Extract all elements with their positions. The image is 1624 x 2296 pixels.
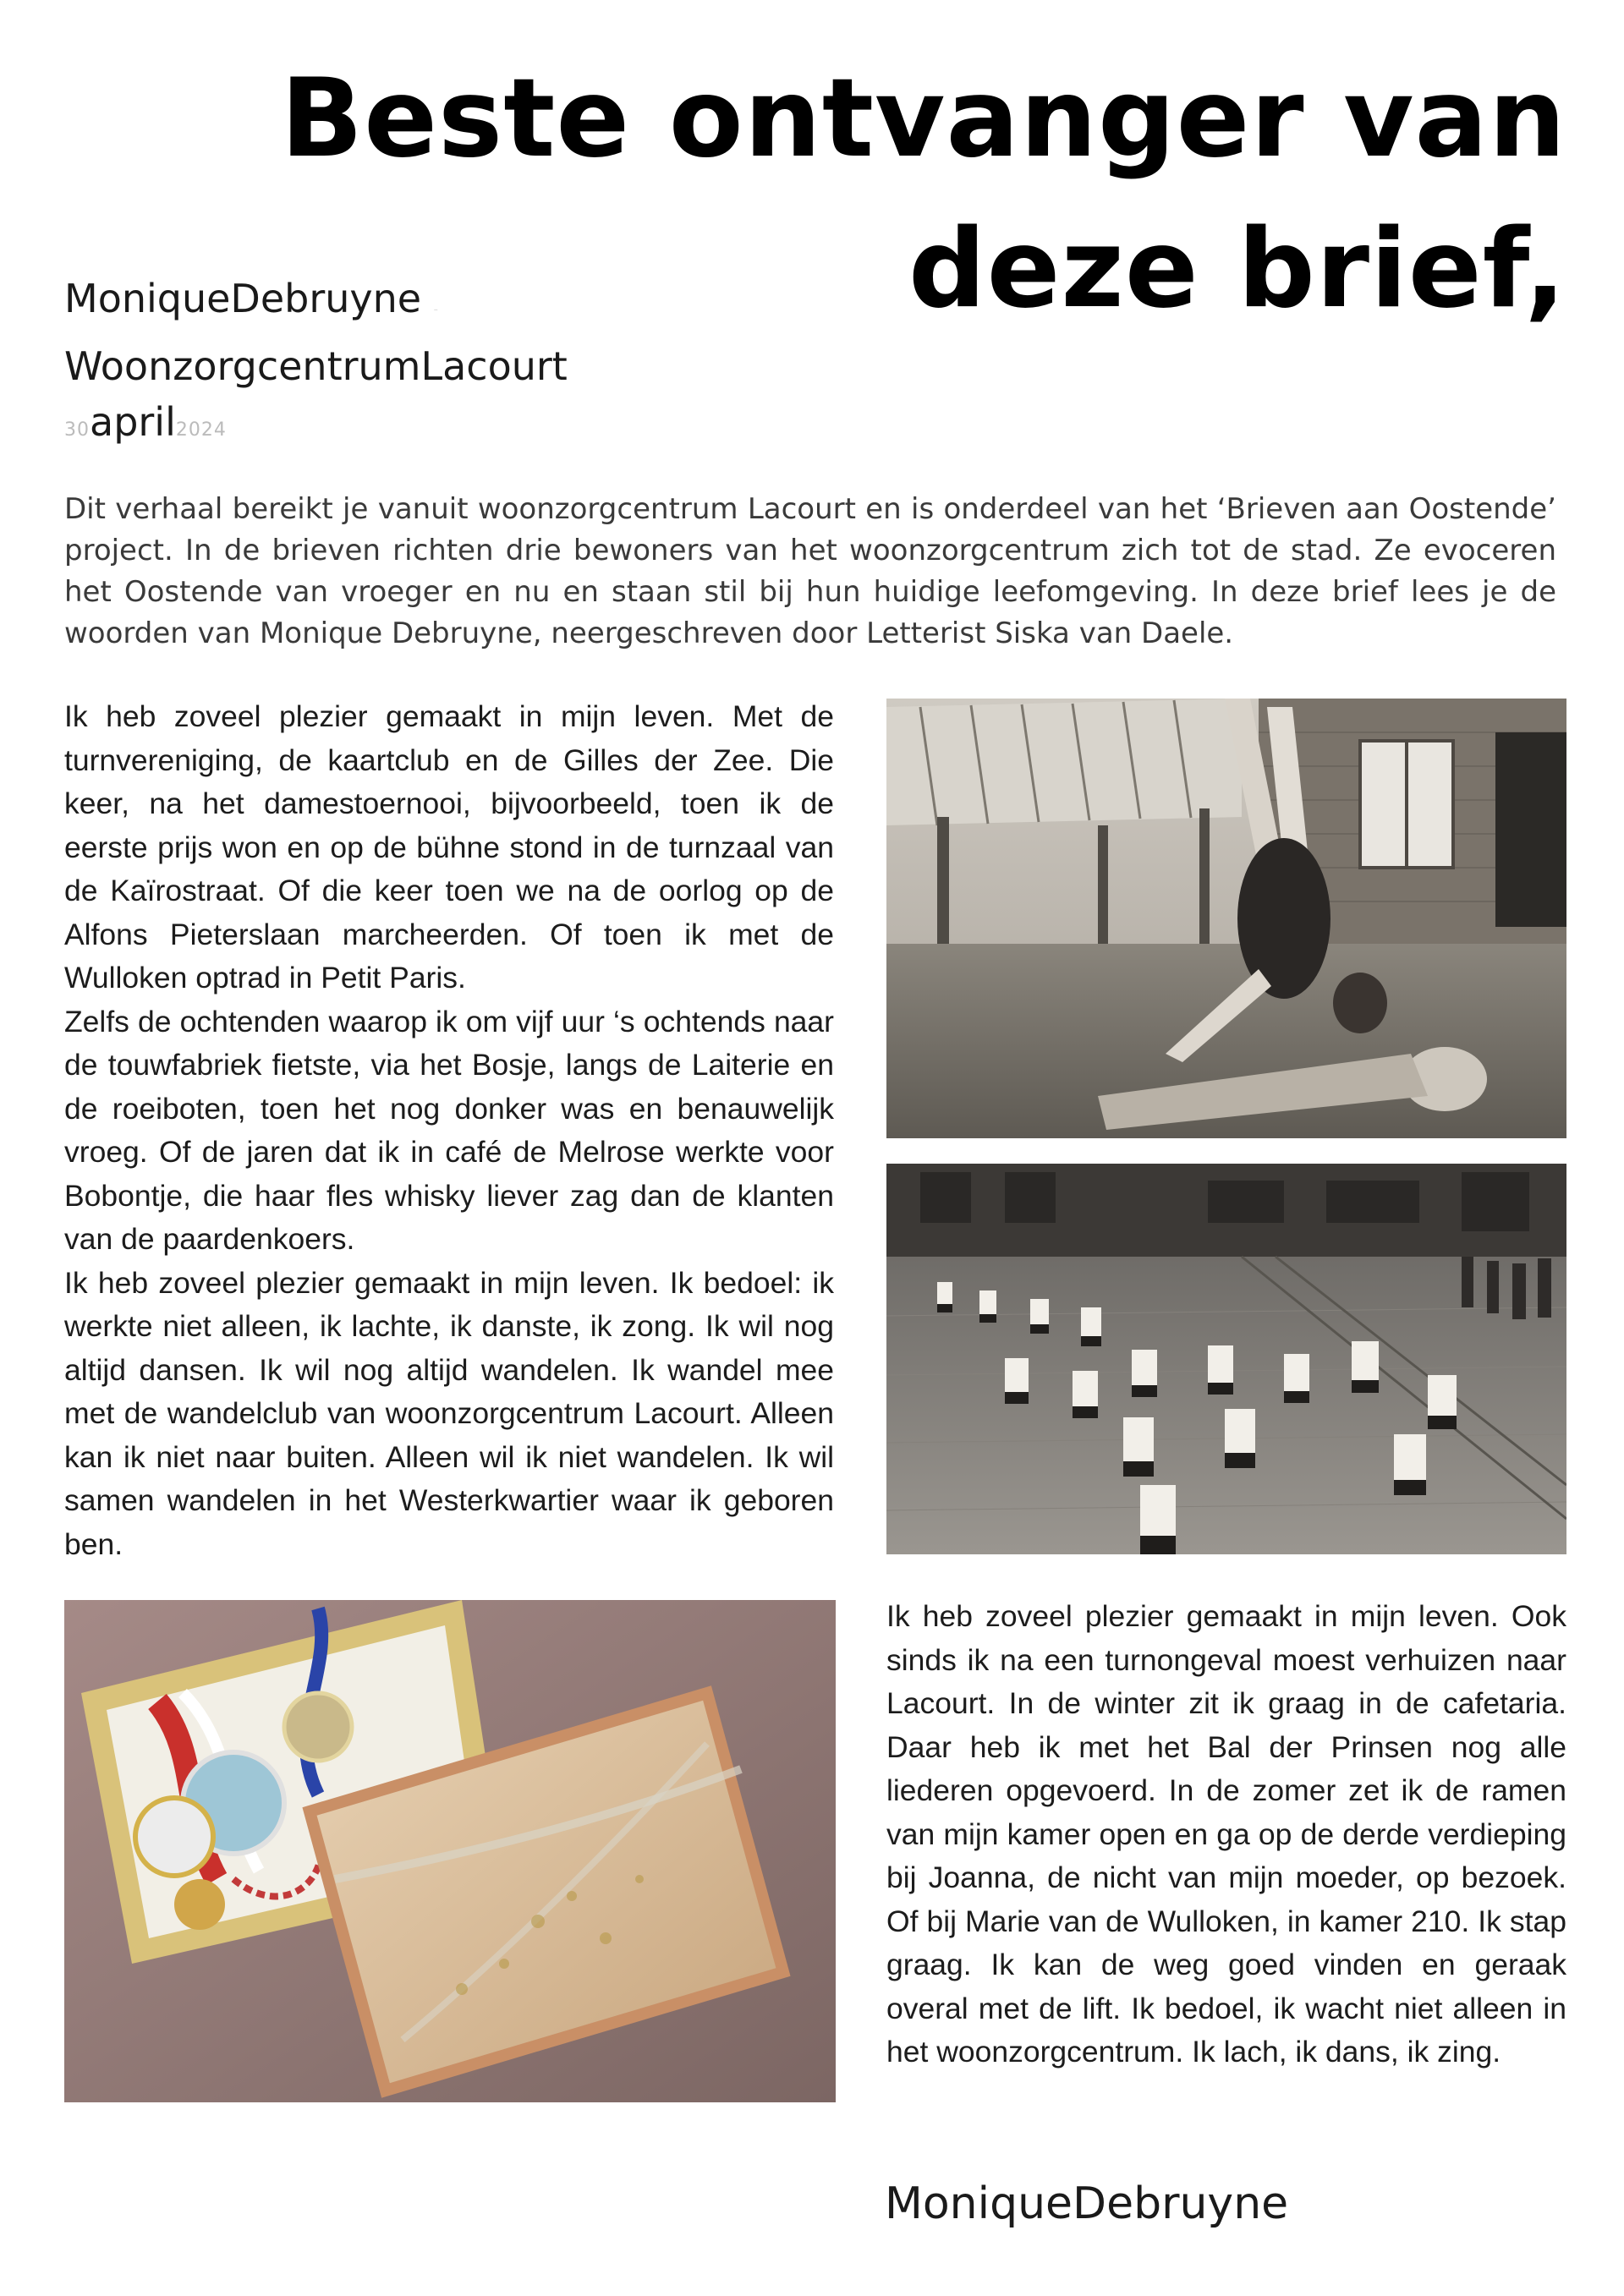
page-title: Beste ontvanger van deze brief, — [280, 56, 1566, 332]
intro-paragraph: Dit verhaal bereikt je vanuit woonzorgcentrum Lacourt en is onderdeel van het ‘Brieven aan Oostende’ project. In de brieven richten drie bewoners van het woonzorgcentrum zich tot de stad. Ze evoceren het Oostende van vroeger en nu en staan stil bij hun huidige leefomgeving. In deze brief lees je de woorden van Monique Debruyne, neergeschreven door Letterist Siska van Daele. — [64, 492, 1556, 650]
sender-org-row — [64, 338, 568, 394]
letter-paragraph: Ik heb zoveel plezier gemaakt in mijn leven. Met de turnvereniging, de kaartclub en de Gilles der Zee. Die keer, na het damestoernooi, bijvoorbeeld, toen ik de eerste prijs won en op de bühne stond in de turnzaal van de Kaïrostraat. Of die keer toen we na de oorlog op de Alfons Pieterslaan marcheerden. Of toen ik met de Wulloken optrad in Petit Paris. — [64, 699, 834, 995]
photo-medals-box — [64, 1600, 836, 2102]
letter-paragraph: Zelfs de ochtenden waarop ik om vijf uur ‘s ochtends naar de touwfabriek fietste, via het Bosje, langs de Laiterie en de roeiboten, toen het nog donker was en benauwelijk vroeg. Of de jaren dat ik in café de Melrose werkte voor Bobontje, die haar fles whisky liever zag dan de klanten van de paardenkoers. — [64, 1004, 834, 1256]
letter-paragraph: Ik heb zoveel plezier gemaakt in mijn leven. Ook sinds ik na een turnongeval moest verhuizen naar Lacourt. In de winter zit ik graag in de cafetaria. Daar heb ik met het Bal der Prinsen nog alle liederen opgevoerd. In de zomer zet ik de ramen van mijn kamer open en ga op de derde verdieping bij Joanna, de nicht van mijn moeder, op bezoek. Of bij Marie van de Wulloken, in kamer 210. Ik stap graag. Ik kan de weg goed vinden en geraak overal met de lift. Ik bedoel, ik wacht niet alleen in het woonzorgcentrum. Ik lach, ik dans, ik zing. — [886, 1599, 1566, 2069]
sender-name-row — [64, 271, 568, 338]
date-year: 2024 — [175, 419, 227, 441]
date-month: april — [90, 399, 176, 445]
sender-date-row — [64, 394, 568, 458]
signature-last-name: Debruyne — [1073, 2178, 1289, 2229]
signature — [885, 2178, 1288, 2229]
sender-org-last: Lacourt — [420, 343, 568, 389]
date-day: 30 — [64, 419, 90, 441]
sender-name-mark: – — [433, 305, 438, 315]
letter-column-right — [886, 1595, 1566, 2074]
letter-column-left — [64, 695, 834, 1566]
sender-last-name: Debruyne — [230, 276, 422, 321]
sender-block — [64, 271, 568, 458]
letter-paragraph: Ik heb zoveel plezier gemaakt in mijn leven. Ik bedoel: ik werkte niet alleen, ik lachte, ik danste, ik zong. Ik wil nog altijd dansen. Ik wil nog altijd wandelen. Ik wandel mee met de wandelclub van woonzorgcentrum Lacourt. Alleen kan ik niet naar buiten. Alleen wil ik niet wandelen. Ik wil samen wandelen in het Westerkwartier waar ik geboren ben. — [64, 1265, 834, 1561]
signature-first-name: Monique — [885, 2178, 1073, 2229]
photo-gymnastics-backyard — [886, 699, 1566, 1138]
photo-parade-street — [886, 1164, 1566, 1554]
sender-org-first: Woonzorgcentrum — [64, 343, 421, 389]
sender-first-name: Monique — [64, 276, 231, 321]
